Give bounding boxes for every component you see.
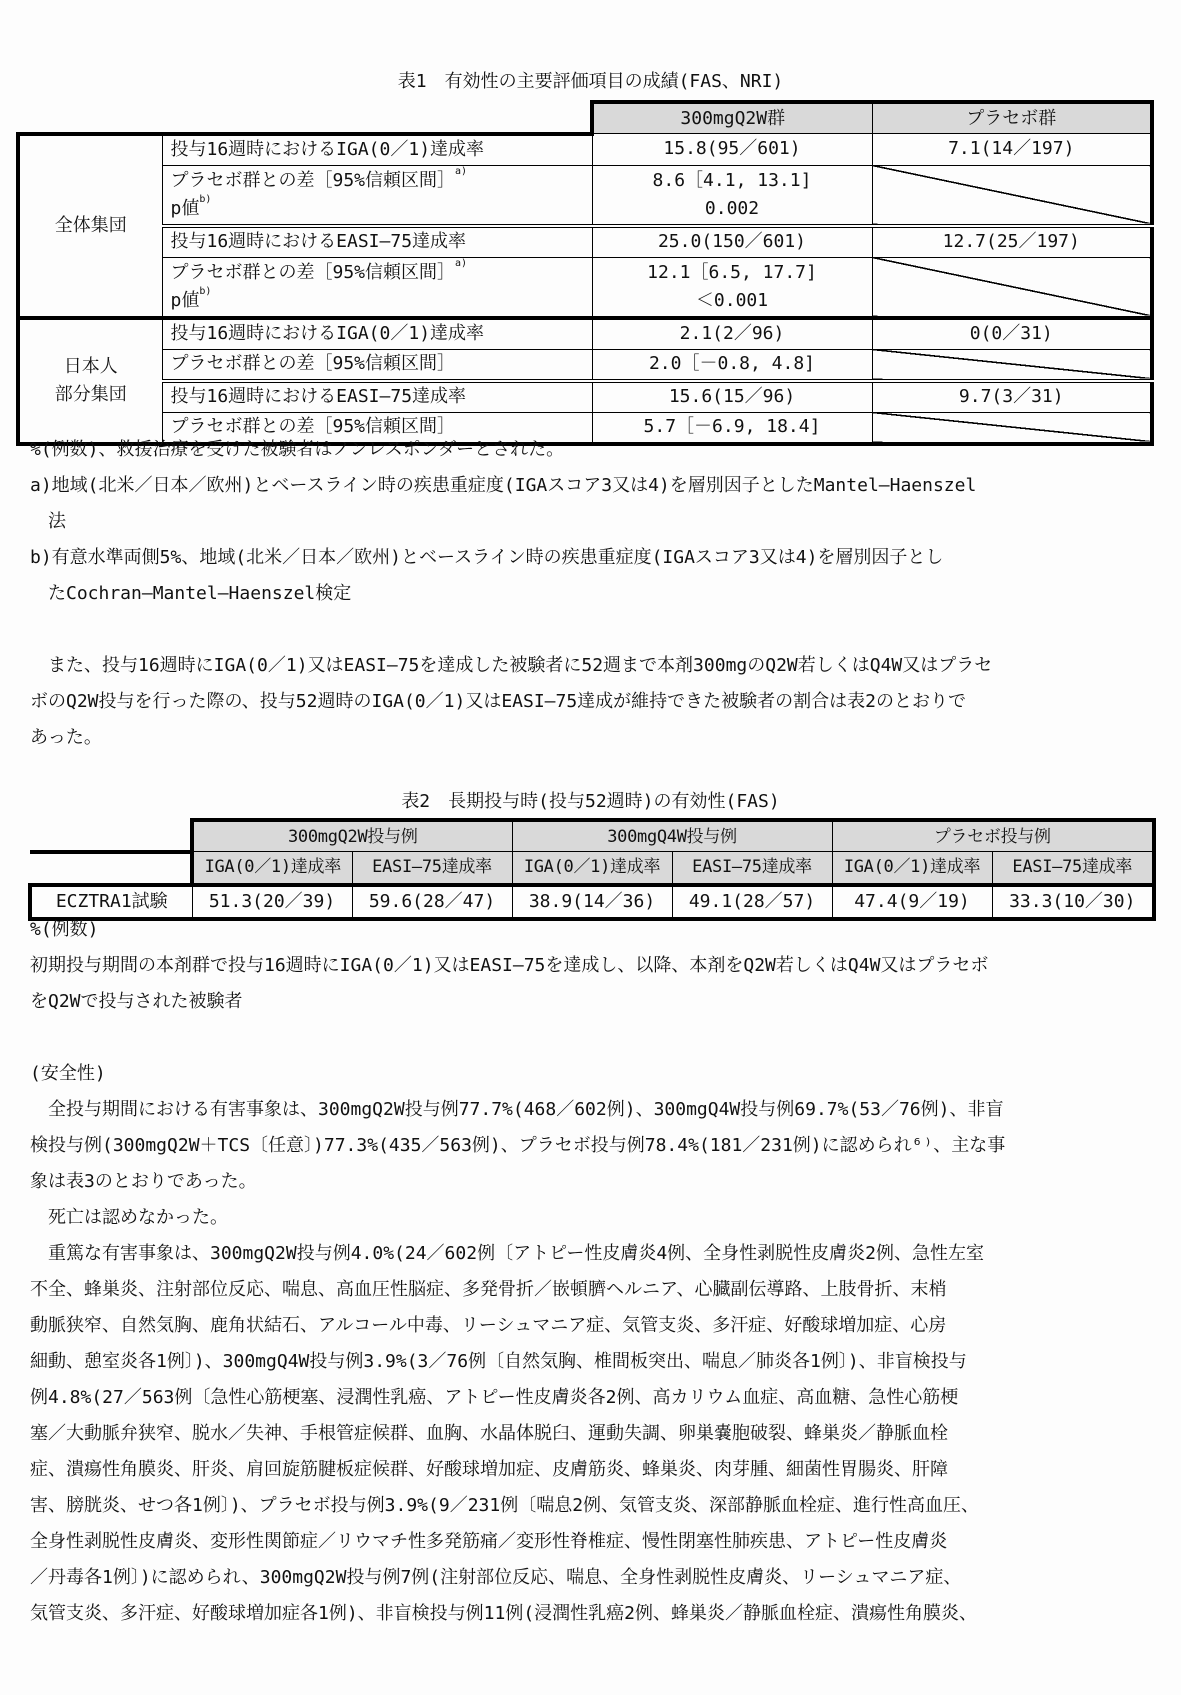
- footnote-ref-b: b): [199, 193, 212, 205]
- table1-cell-placebo-empty: [872, 165, 1152, 226]
- table1-item-text: プラセボ群との差［95%信頼区間］: [170, 169, 456, 191]
- safety-line: 気管支炎、多汗症、好酸球増加症各1例)、非盲検投与例11例(浸潤性乳癌2例、蜂巣炎／静脈血栓症、潰瘍性角膜炎、: [30, 1603, 978, 1624]
- table1-cell-line: 12.1［6.5, 17.7]: [647, 261, 817, 283]
- safety-line: 検投与例(300mgQ2W＋TCS〔任意〕)77.3%(435／563例)、プラセボ投与例78.4%(181／231例)に認められ⁶⁾、主な事: [30, 1135, 1006, 1156]
- table1-cell-placebo: 0(0／31): [872, 318, 1152, 350]
- table2-cell: 59.6(28／47): [352, 885, 512, 919]
- table1-cell-q2w: 15.8(95／601): [592, 134, 872, 166]
- table1-cell-q2w: 25.0(150／601): [592, 226, 872, 258]
- safety-line: 重篤な有害事象は、300mgQ2W投与例4.0%(24／602例〔アトピー性皮膚炎4例、全身性剥脱性皮膚炎2例、急性左室: [30, 1243, 985, 1264]
- table1-group-japanese: [18, 318, 162, 444]
- table-row: [18, 318, 1152, 350]
- table2-subheader: EASI―75達成率: [672, 852, 832, 885]
- table1-cell-q2w: 15.6(15／96): [592, 381, 872, 413]
- table2-header-blank: [30, 852, 192, 885]
- table1-footnote-b: b)有意水準両側5%、地域(北米／日本／欧州)とベースライン時の疾患重症度(IGAスコア3又は4)を層別因子とし: [30, 547, 944, 568]
- safety-line: 症、潰瘍性角膜炎、肝炎、肩回旋筋腱板症候群、好酸球増加症、皮膚筋炎、蜂巣炎、肉芽腫、細菌性胃腸炎、肝障: [30, 1459, 948, 1480]
- table1-header-row: [18, 102, 1152, 134]
- table1-cell-placebo-empty: [872, 412, 1152, 444]
- paragraph1-line: あった。: [30, 727, 102, 748]
- safety-line: 害、膀胱炎、せつ各1例〕)、プラセボ投与例3.9%(9／231例〔喘息2例、気管支炎、深部静脈血栓症、進行性高血圧、: [30, 1495, 980, 1516]
- table1-item: 投与16週時におけるEASI―75達成率: [162, 381, 592, 413]
- table2-group-q2w: 300mgQ2W投与例: [192, 820, 512, 852]
- table2-caption: 表2 長期投与時(投与52週時)の有効性(FAS): [401, 791, 780, 812]
- table1-header-blank: [18, 102, 592, 134]
- table2-cell: 38.9(14／36): [512, 885, 672, 919]
- table1-efficacy: [16, 100, 1154, 446]
- table2-subheader: IGA(0／1)達成率: [832, 852, 992, 885]
- table1-group-overall: 全体集団: [18, 134, 162, 318]
- table1-cell-placebo: 9.7(3／31): [872, 381, 1152, 413]
- footnote-ref-b: b): [199, 285, 212, 297]
- table2-cell: 51.3(20／39): [192, 885, 352, 919]
- group-label-line: 日本人: [63, 355, 118, 377]
- table1-footnote-a-cont: 法: [30, 511, 66, 532]
- table2-header-blank: [30, 820, 192, 852]
- safety-line: 象は表3のとおりであった。: [30, 1171, 257, 1192]
- table1-item: 投与16週時におけるEASI―75達成率: [162, 226, 592, 258]
- safety-line: 動脈狭窄、自然気胸、鹿角状結石、アルコール中毒、リーシュマニア症、気管支炎、多汗症、好酸球増加症、心房: [30, 1315, 947, 1336]
- table-row: [18, 349, 1152, 381]
- table2-subheader: EASI―75達成率: [992, 852, 1154, 885]
- table1-item: プラセボ群との差［95%信頼区間］: [162, 349, 592, 381]
- table1-item: プラセボ群との差［95%信頼区間］: [162, 412, 592, 444]
- table2-group-header-row: [30, 820, 1154, 852]
- table1-footnote-general: %(例数)、救援治療を受けた被験者はノンレスポンダーとされた。: [30, 439, 565, 460]
- table2-group-placebo: プラセボ投与例: [832, 820, 1154, 852]
- table1-item: 投与16週時におけるIGA(0／1)達成率: [162, 318, 592, 350]
- safety-line: 細動、憩室炎各1例〕)、300mgQ4W投与例3.9%(3／76例〔自然気胸、椎間板突出、喘息／肺炎各1例〕)、非盲検投与: [30, 1351, 967, 1372]
- table1-cell-placebo-empty: [872, 257, 1152, 318]
- table1-cell-line: ＜0.001: [695, 289, 769, 311]
- table-row: [18, 226, 1152, 258]
- table2-subheader-row: [30, 852, 1154, 885]
- table-row: [18, 381, 1152, 413]
- safety-line: 塞／大動脈弁狭窄、脱水／失神、手根管症候群、血胸、水晶体脱臼、運動失調、卵巣嚢胞破裂、蜂巣炎／静脈血栓: [30, 1423, 948, 1444]
- footnote-ref-a: a): [455, 165, 468, 177]
- safety-line: ／丹毒各1例〕)に認められ、300mgQ2W投与例7例(注射部位反応、喘息、全身性剥脱性皮膚炎、リーシュマニア症、: [30, 1567, 962, 1588]
- table2-subheader: IGA(0／1)達成率: [192, 852, 352, 885]
- table1-item: 投与16週時におけるIGA(0／1)達成率: [162, 134, 592, 166]
- footnote-ref-a: a): [455, 257, 468, 269]
- table2-cell: 47.4(9／19): [832, 885, 992, 919]
- safety-line: 死亡は認めなかった。: [30, 1207, 228, 1228]
- table1-item-text: プラセボ群との差［95%信頼区間］: [170, 261, 456, 283]
- safety-line: 例4.8%(27／563例〔急性心筋梗塞、浸潤性乳癌、アトピー性皮膚炎各2例、高カリウム血症、高血糖、急性心筋梗: [30, 1387, 959, 1408]
- safety-heading: (安全性): [30, 1063, 106, 1084]
- table1-cell-q2w: [592, 165, 872, 226]
- table1-col-placebo: プラセボ群: [872, 102, 1152, 134]
- table1-item: [162, 165, 592, 226]
- table1-footnote-b-cont: たCochran―Mantel―Haenszel検定: [30, 583, 352, 604]
- table1-footnote-a: a)地域(北米／日本／欧州)とベースライン時の疾患重症度(IGAスコア3又は4)を層別因子としたMantel―Haenszel: [30, 475, 977, 496]
- table2-footnote: をQ2Wで投与された被験者: [30, 991, 243, 1012]
- table2-subheader: IGA(0／1)達成率: [512, 852, 672, 885]
- safety-line: 全投与期間における有害事象は、300mgQ2W投与例77.7%(468／602例)、300mgQ4W投与例69.7%(53／76例)、非盲: [30, 1099, 1004, 1120]
- table-row: [18, 257, 1152, 318]
- table1-cell-q2w: 5.7［－6.9, 18.4]: [592, 412, 872, 444]
- table1-col-q2w: 300mgQ2W群: [592, 102, 872, 134]
- table-row: [18, 134, 1152, 166]
- group-label-line: 部分集団: [54, 383, 127, 405]
- table1-item: [162, 257, 592, 318]
- table1-caption: 表1 有効性の主要評価項目の成績(FAS、NRI): [397, 71, 784, 92]
- table2-group-q4w: 300mgQ4W投与例: [512, 820, 832, 852]
- table2-subheader: EASI―75達成率: [352, 852, 512, 885]
- table1-cell-placebo-empty: [872, 349, 1152, 381]
- paragraph1-line: また、投与16週時にIGA(0／1)又はEASI―75を達成した被験者に52週まで本剤300mgのQ2W若しくはQ4W又はプラセ: [30, 655, 993, 676]
- table2-cell: 33.3(10／30): [992, 885, 1154, 919]
- paragraph1-line: ボのQ2W投与を行った際の、投与52週時のIGA(0／1)又はEASI―75達成が維持できた被験者の割合は表2のとおりで: [30, 691, 967, 712]
- table1-item-text: p値: [170, 289, 200, 311]
- table1-cell-q2w: 2.1(2／96): [592, 318, 872, 350]
- table1-cell-q2w: 2.0［－0.8, 4.8]: [592, 349, 872, 381]
- table-row: [18, 165, 1152, 226]
- table1-cell-q2w: [592, 257, 872, 318]
- table1-cell-line: 8.6［4.1, 13.1]: [652, 169, 812, 191]
- table1-cell-placebo: 12.7(25／197): [872, 226, 1152, 258]
- safety-line: 不全、蜂巣炎、注射部位反応、喘息、高血圧性脳症、多発骨折／嵌頓臍ヘルニア、心臓副伝導路、上肢骨折、末梢: [30, 1279, 947, 1300]
- table2-long-term-efficacy: [28, 818, 1156, 921]
- table2-footnote: 初期投与期間の本剤群で投与16週時にIGA(0／1)又はEASI―75を達成し、以降、本剤をQ2W若しくはQ4W又はプラセボ: [30, 955, 989, 976]
- table2-row-label: ECZTRA1試験: [30, 885, 192, 919]
- table2-footnote: %(例数): [30, 919, 99, 940]
- table1-item-text: p値: [170, 197, 200, 219]
- safety-line: 全身性剥脱性皮膚炎、変形性関節症／リウマチ性多発筋痛／変形性脊椎症、慢性閉塞性肺疾患、アトピー性皮膚炎: [30, 1531, 948, 1552]
- table1-cell-line: 0.002: [704, 197, 760, 219]
- table2-cell: 49.1(28／57): [672, 885, 832, 919]
- table-row: [30, 885, 1154, 919]
- table1-cell-placebo: 7.1(14／197): [872, 134, 1152, 166]
